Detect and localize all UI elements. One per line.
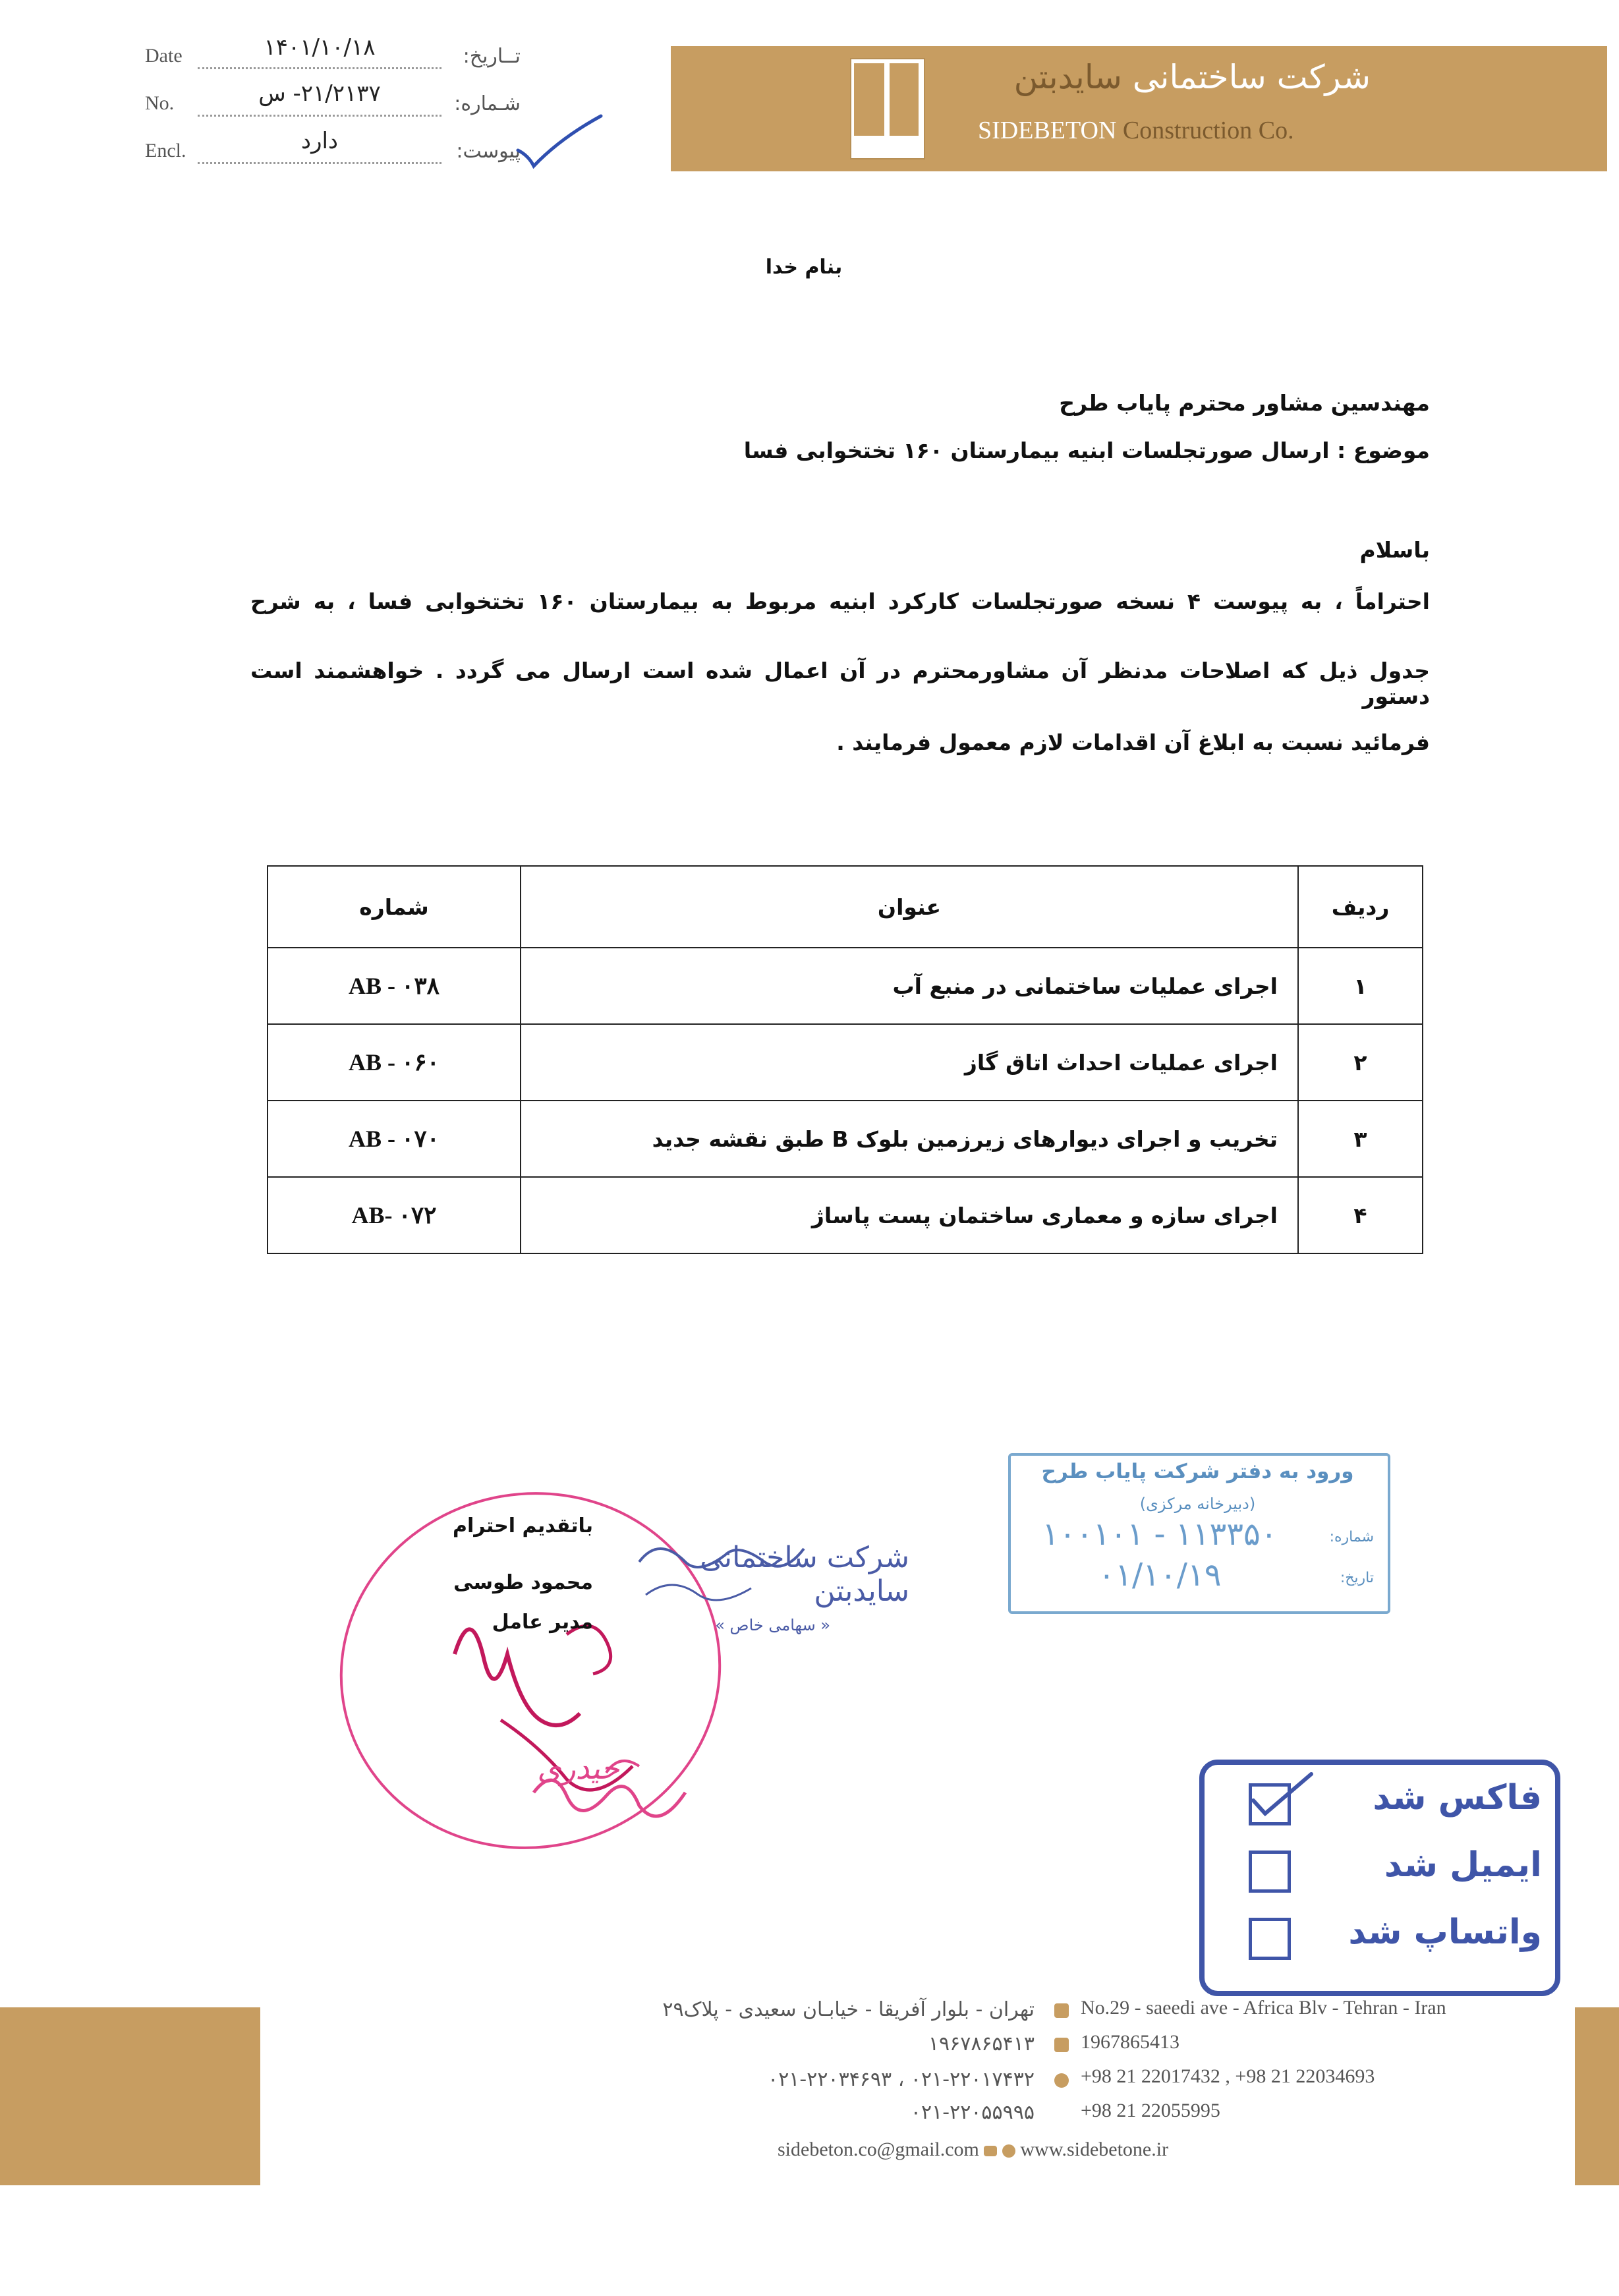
number-label-en: No. — [145, 92, 175, 114]
received-stamp-number: ۱۰۰۱۰۱ - ۱۱۳۳۵۰ — [1042, 1516, 1278, 1553]
greeting-line: باسلام — [1359, 537, 1430, 563]
signatory-name: محمود طوسی — [453, 1571, 593, 1594]
received-stamp-title: ورود به دفتر شرکت پایاب طرح — [1041, 1460, 1354, 1483]
received-stamp-date: ۰۱/۱۰/۱۹ — [1098, 1557, 1222, 1593]
row-index: ۱ — [1298, 948, 1423, 1024]
footer-postal-fa: ۱۹۶۷۸۶۵۴۱۳ — [928, 2032, 1035, 2055]
footer-contact-line — [778, 2138, 1371, 2161]
footer-accent-right — [1575, 2007, 1619, 2185]
row-number: AB - ۰۷۰ — [268, 1101, 521, 1177]
received-stamp-subtitle: (دبیرخانه مرکزی) — [1139, 1495, 1256, 1513]
table-row — [268, 1024, 1423, 1101]
email-sent-checkbox — [1249, 1851, 1291, 1893]
date-value: ۱۴۰۱/۱۰/۱۸ — [264, 34, 376, 61]
footer-website[interactable]: www.sidebetone.ir — [1020, 2138, 1169, 2160]
seal-company-name: شرکت ساختمانی سایدبتن — [700, 1541, 909, 1608]
row-index: ۲ — [1298, 1024, 1423, 1101]
table-row — [268, 1101, 1423, 1177]
footer-phone-en: +98 21 22017432 , +98 21 22034693 — [1081, 2065, 1375, 2087]
phone-icon — [1054, 2073, 1069, 2088]
number-label-fa: شـماره: — [454, 92, 521, 115]
row-number: AB- ۰۷۲ — [268, 1177, 521, 1253]
company-name-en — [978, 116, 1452, 145]
bismillah-heading: بنام خدا — [765, 256, 843, 279]
received-stamp-date-label: تاریخ: — [1340, 1570, 1374, 1586]
whatsapp-sent-checkbox — [1249, 1918, 1291, 1960]
body-paragraph-line-1: احتراماً ، به پیوست ۴ نسخه صورتجلسات کارکرد ابنیه مربوط به بیمارستان ۱۶۰ تختخوابی فسا ، به شرح — [250, 588, 1430, 614]
table-row — [268, 1177, 1423, 1253]
signatory-position: مدیر عامل — [492, 1611, 593, 1634]
subject-line: موضوع : ارسال صورتجلسات ابنیه بیمارستان ۱۶۰ تختخوابی فسا — [743, 438, 1430, 463]
globe-icon — [1002, 2144, 1015, 2158]
logo-letter-b — [890, 63, 919, 136]
row-title: تخریب و اجرای دیوارهای زیرزمین بلوک B طبق نقشه جدید — [521, 1101, 1298, 1177]
row-index: ۳ — [1298, 1101, 1423, 1177]
recipient-line: مهندسین مشاور محترم پایاب طرح — [1059, 390, 1430, 416]
footer-email[interactable]: sidebeton.co@gmail.com — [778, 2138, 979, 2160]
company-name-en-light: Construction Co. — [1122, 117, 1294, 144]
footer-postal-en: 1967865413 — [1081, 2031, 1179, 2053]
seal-company-type: « سهامی خاص » — [715, 1616, 830, 1634]
footer-accent-left — [0, 2007, 260, 2185]
closing-phrase: باتقدیم احترام — [452, 1514, 593, 1537]
fax-check-icon — [1245, 1769, 1318, 1828]
table-header-row — [268, 866, 1423, 948]
row-title: اجرای عملیات ساختمانی در منبع آب — [521, 948, 1298, 1024]
company-name-fa-dark: شرکت ساختمانی — [1132, 58, 1371, 96]
checkmark-icon — [514, 112, 606, 171]
number-value: ۲۱/۲۱۳۷- س — [258, 80, 381, 107]
date-label-en: Date — [145, 45, 183, 67]
number-dotted-line — [198, 115, 441, 117]
handwritten-name: حیدری — [537, 1750, 619, 1786]
enclosure-dotted-line — [198, 162, 441, 164]
table-row — [268, 948, 1423, 1024]
whatsapp-sent-label: واتساپ شد — [1348, 1912, 1542, 1952]
date-dotted-line — [198, 67, 441, 69]
enclosure-label-en: Encl. — [145, 140, 186, 161]
footer-fax-fa: ۰۲۱-۲۲۰۵۵۹۹۵ — [910, 2101, 1035, 2124]
email-sent-label: ایمیل شد — [1384, 1845, 1542, 1885]
column-header-number: شماره — [268, 866, 521, 948]
email-icon — [984, 2146, 997, 2156]
fax-sent-label: فاکس شد — [1373, 1778, 1542, 1818]
footer-address-fa: تهران - بلوار آفریقا - خیابـان سعیدی - پلاک۲۹ — [662, 1998, 1035, 2021]
date-label-fa: تــاریخ: — [463, 45, 521, 68]
column-header-title: عنوان — [521, 866, 1298, 948]
row-index: ۴ — [1298, 1177, 1423, 1253]
column-header-row-number: ردیف — [1298, 866, 1423, 948]
footer-phone-fa: ۰۲۱-۲۲۰۱۷۴۳۲ ، ۰۲۱-۲۲۰۳۴۶۹۳ — [768, 2068, 1035, 2091]
enclosure-value: دارد — [300, 128, 339, 154]
mailbox-icon — [1054, 2038, 1069, 2052]
received-stamp-number-label: شماره: — [1329, 1529, 1374, 1545]
documents-table — [267, 865, 1423, 1238]
body-paragraph-line-3: فرمائید نسبت به ابلاغ آن اقدامات لازم معمول فرمایند . — [836, 730, 1430, 755]
row-number: AB - ۰۶۰ — [268, 1024, 521, 1101]
company-seal-signature — [329, 1437, 843, 1858]
enclosure-label-fa: پیوست: — [456, 140, 521, 163]
footer-fax-en: +98 21 22055995 — [1081, 2100, 1220, 2121]
logo-caption: SIDEBETON — [850, 141, 924, 156]
row-number: AB - ۰۳۸ — [268, 948, 521, 1024]
footer-address-en: No.29 - saeedi ave - Africa Blv - Tehran - Iran — [1081, 1997, 1446, 2019]
body-paragraph-line-2: جدول ذیل که اصلاحات مدنظر آن مشاورمحترم در آن اعمال شده است ارسال می گردد . خواهشمند است دستور — [250, 658, 1430, 709]
row-title: اجرای سازه و معماری ساختمان پست پاساژ — [521, 1177, 1298, 1253]
row-title: اجرای عملیات احداث اتاق گاز — [521, 1024, 1298, 1101]
logo-letter-s — [854, 63, 884, 136]
company-name-fa — [962, 58, 1371, 96]
home-icon — [1054, 2003, 1069, 2018]
company-name-fa-light: سایدبتن — [1013, 58, 1122, 96]
company-name-en-dark: SIDEBETON — [978, 117, 1117, 144]
